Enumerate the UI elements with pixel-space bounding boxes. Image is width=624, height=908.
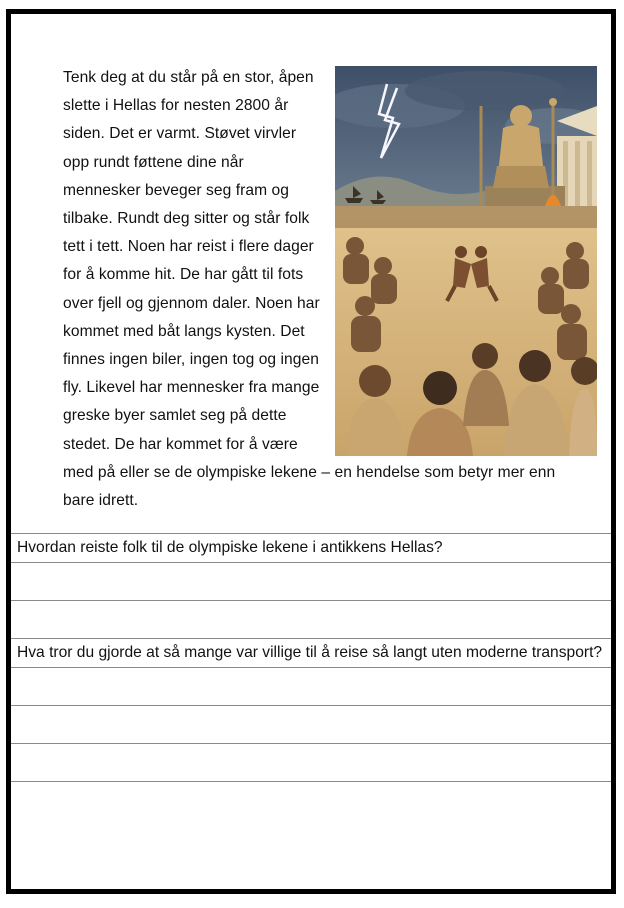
- passage-text: Tenk deg at du står på en stor, åpen slette i Hellas for nesten 2800 år siden. Det er varmt. Støvet virvler opp rundt føttene dine når mennesker beveger seg fram og tilbake. Rundt deg sitter og står folk tett i tett. Noen har reist i flere dager for å komme hit. De har gått til fots over fjell og gjennom daler. Noen har kommet med båt langs kysten. Det finnes ingen biler, ingen tog og ingen fly. Likevel har mennesker fra mange greske byer samlet seg på dette stedet. De har kommet for å være med på eller se de olympiske lekene – en hendelse som betyr mer enn bare idrett.: [63, 69, 556, 510]
- worksheet-frame: [6, 9, 616, 894]
- olympics-illustration: [335, 66, 597, 456]
- question-1: Hvordan reiste folk til de olympiske lekene i antikkens Hellas?: [17, 539, 443, 556]
- question-2: Hva tror du gjorde at så mange var villige til å reise så langt uten moderne transport?: [17, 644, 603, 661]
- answer-line[interactable]: [11, 781, 611, 782]
- ancient-olympics-illustration-icon: [335, 66, 597, 456]
- question-section: [11, 533, 611, 782]
- reading-passage: [63, 64, 583, 515]
